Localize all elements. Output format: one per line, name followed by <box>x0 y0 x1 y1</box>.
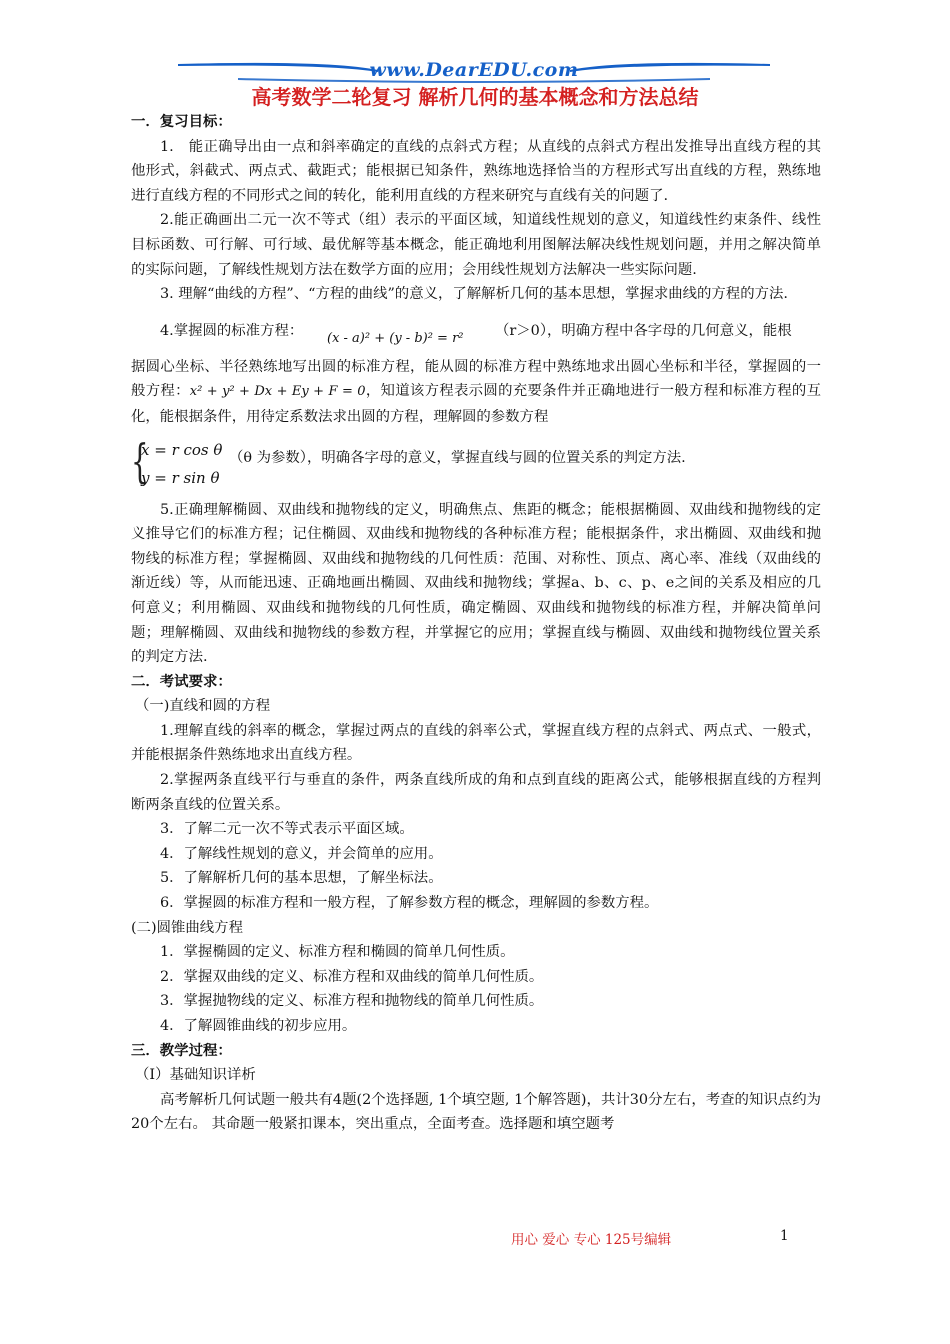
parametric-x-equation: x = r cos θ <box>141 440 223 459</box>
requirement-item-1-6: 6．掌握圆的标准方程和一般方程，了解参数方程的概念，理解圆的参数方程。 <box>160 895 659 912</box>
paragraph-teaching-1: 高考解析几何试题一般共有4题(2个选择题, 1个填空题, 1个解答题)，共计30分左右，考查的知识点约为20个左右。 其命题一般紧扣课本，突出重点，全面考查。选择题和填空题考 <box>131 1091 821 1133</box>
paragraph-4-formula-line <box>131 307 821 355</box>
paragraph-1: 1. 能正确导出由一点和斜率确定的直线的点斜式方程；从直线的点斜式方程出发推导出直线方程的其他形式，斜截式、两点式、截距式；能根据已知条件，熟练地选择恰当的方程形式写出直线的方程，熟练地进行直线方程的不同形式之间的转化，能利用直线的方程来研究与直线有关的问题了. <box>131 138 821 204</box>
paragraph-4-text-e: （θ 为参数），明确各字母的意义，掌握直线与圆的位置关系的判定方法. <box>229 449 686 466</box>
requirement-item-1-1: 1.理解直线的斜率的概念，掌握过两点的直线的斜率公式，掌握直线方程的点斜式、两点式、一般式，并能根据条件熟练地求出直线方程。 <box>131 722 821 764</box>
requirement-item-1-2: 2.掌握两条直线平行与垂直的条件，两条直线所成的角和点到直线的距离公式，能够根据直线的方程判断两条直线的位置关系。 <box>131 772 821 813</box>
document-body <box>131 110 821 1137</box>
site-name: www.DearEDU.com <box>369 59 579 81</box>
requirement-item-2-3: 3．掌握抛物线的定义、标准方程和抛物线的简单几何性质。 <box>160 993 544 1010</box>
circle-general-equation: x² + y² + Dx + Ey + F = 0 <box>189 384 366 400</box>
requirement-item-1-5: 5．了解解析几何的基本思想，了解坐标法。 <box>160 870 443 887</box>
circle-standard-equation: (x - a)² + (y - b)² = r² <box>327 330 464 346</box>
paragraph-5: 5.正确理解椭圆、双曲线和抛物线的定义，明确焦点、焦距的概念；能根据椭圆、双曲线和抛物线的定义推导它们的标准方程；记住椭圆、双曲线和抛物线的各种标准方程；能根据条件，求出椭圆、双曲线和抛物线的标准方程；掌握椭圆、双曲线和抛物线的几何性质：范围、对称性、顶点、离心率、准线（双曲线的渐近线）等，从而能迅速、正确地画出椭圆、双曲线和抛物线；掌握a、b、c、p、e之间的关系及相应的几何意义；利用椭圆、双曲线和抛物线的几何性质，确定椭圆、双曲线和抛物线的标准方程，并解决简单问题；理解椭圆、双曲线和抛物线的参数方程，并掌握它的应用；掌握直线与椭圆、双曲线和抛物线位置关系的判定方法. <box>131 501 821 666</box>
requirement-item-2-1: 1．掌握椭圆的定义、标准方程和椭圆的简单几何性质。 <box>160 944 515 961</box>
left-brace-icon: { <box>131 433 149 488</box>
paragraph-4-text-a: 4.掌握圆的标准方程： <box>160 322 304 339</box>
paragraph-2: 2.能正确画出二元一次不等式（组）表示的平面区域，知道线性规划的意义，知道线性约束条件、线性目标函数、可行解、可行域、最优解等基本概念，能正确地利用图解法解决线性规划问题，并用之解决简单的实际问题，了解线性规划方法在数学方面的应用；会用线性规划方法解决一些实际问题. <box>131 212 821 278</box>
parametric-y-equation: y = r sin θ <box>141 468 220 487</box>
section-heading-2: 二．考试要求： <box>131 672 232 690</box>
requirement-item-2-4: 4．了解圆锥曲线的初步应用。 <box>160 1018 357 1034</box>
subsection-conic-sections: (二)圆锥曲线方程 <box>131 919 243 936</box>
paragraph-4-text-b: （r＞0），明确方程中各字母的几何意义，能根 <box>495 322 792 339</box>
site-banner <box>178 58 770 84</box>
subsection-basic-knowledge: （Ⅰ）基础知识详析 <box>135 1067 256 1084</box>
requirement-item-2-2: 2．掌握双曲线的定义、标准方程和双曲线的简单几何性质。 <box>160 968 544 985</box>
requirement-item-1-3: 3．了解二元一次不等式表示平面区域。 <box>160 821 414 838</box>
paragraph-4-text-c: 据圆心坐标、半径熟练地写出圆的标准方程，能从圆的标准方程中熟练地求出圆心坐标和半径，掌握圆的一般方程： <box>131 358 821 400</box>
section-heading-1: 一．复习目标： <box>131 113 232 130</box>
requirement-item-1-4: 4．了解线性规划的意义，并会简单的应用。 <box>160 845 443 862</box>
subsection-lines-and-circles: （一)直线和圆的方程 <box>135 698 271 715</box>
page-title: 高考数学二轮复习 解析几何的基本概念和方法总结 <box>251 85 699 109</box>
paragraph-3: 3. 理解“曲线的方程”、“方程的曲线”的意义，了解解析几何的基本思想，掌握求曲线的方程的方法. <box>160 286 788 303</box>
paragraph-4-body <box>131 355 821 430</box>
footer-slogan: 用心 爱心 专心 125号编辑 <box>511 1232 672 1248</box>
paragraph-4-text-d: ，知道该方程表示圆的充要条件并正确地进行一般方程和标准方程的互化，能根据条件，用待定系数法求出圆的方程，理解圆的参数方程 <box>131 383 821 425</box>
page-number: 1 <box>780 1228 789 1244</box>
section-heading-3: 三．教学过程： <box>131 1041 232 1059</box>
parametric-equation-block <box>131 434 821 494</box>
